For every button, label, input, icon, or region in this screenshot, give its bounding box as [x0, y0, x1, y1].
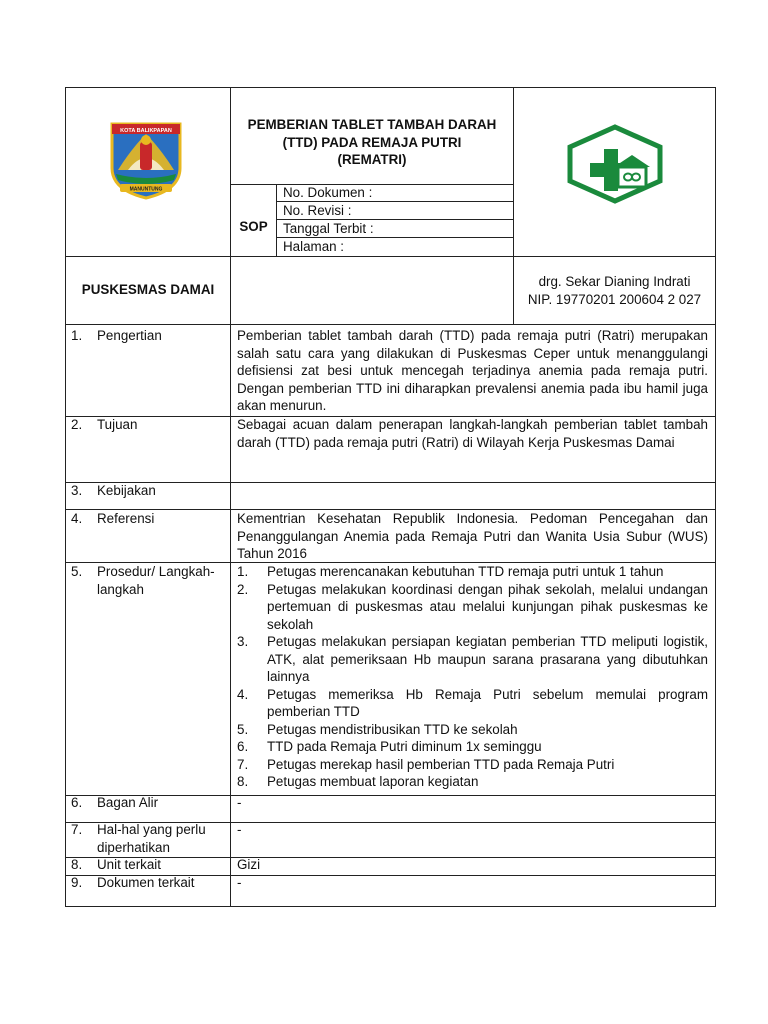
section-number: 3.	[71, 483, 83, 498]
section-content-bagan-alir: -	[237, 795, 242, 810]
section-number: 2.	[71, 417, 83, 432]
section-label: Unit terkait	[97, 857, 161, 872]
section-label: Dokumen terkait	[97, 875, 195, 890]
section-number: 7.	[71, 822, 83, 837]
step-number: 2.	[237, 581, 249, 597]
emblem-bottom-text: MANUNTUNG	[129, 186, 163, 193]
section-label: Pengertian	[97, 328, 162, 343]
section-number: 1.	[71, 328, 83, 343]
divider	[230, 87, 231, 907]
sop-label: SOP	[239, 219, 268, 234]
title-line: (TTD) PADA REMAJA PUTRI	[282, 134, 462, 150]
step-number: 3.	[237, 634, 249, 649]
section-label: Hal-hal yang perlu diperhatikan	[97, 822, 206, 855]
section-number: 4.	[71, 511, 83, 526]
kota-balikpapan-emblem-icon	[106, 118, 186, 200]
doc-field-text: Tanggal Terbit :	[283, 221, 374, 236]
signatory-name: drg. Sekar Dianing Indrati	[538, 274, 691, 289]
section-label: Prosedur/ Langkah-langkah	[97, 564, 215, 597]
section-content-tujuan: Sebagai acuan dalam penerapan langkah-langkah pemberian tablet tambah darah (TTD) pada remaja putri (Ratri) di Wilayah Kerja Puskesmas Damai	[237, 417, 708, 450]
list-item	[237, 633, 708, 686]
step-text: Petugas membuat laporan kegiatan	[267, 774, 479, 789]
step-number: 8.	[237, 774, 249, 789]
document-title	[231, 116, 513, 169]
section-label-bagan-alir	[71, 794, 227, 812]
section-content-referensi: Kementrian Kesehatan Republik Indonesia. Pedoman Pencegahan dan Penanggulangan Anemia pada Remaja Putri dan Wanita Usia Subur (WUS) Tahun 2016	[237, 511, 708, 561]
section-label: Referensi	[97, 511, 155, 526]
section-content-pengertian: Pemberian tablet tambah darah (TTD) pada remaja putri (Ratri) merupakan salah satu cara yang dilakukan di Puskesmas Ceper untuk menanggulangi defisiensi zat besi untuk mencegah terjadinya anemia pada remaja putri. Dengan pemberian TTD ini diharapkan prevalensi anemia pada ibu hamil juga akan menurun.	[237, 328, 708, 413]
list-item	[237, 563, 708, 581]
section-label-tujuan	[71, 416, 227, 434]
section-label: Bagan Alir	[97, 795, 159, 810]
list-item	[237, 756, 708, 774]
divider	[66, 324, 715, 325]
step-text: Petugas melakukan persiapan kegiatan pemberian TTD meliputi logistik, ATK, alat pemeriksaan Hb maupun sarana prasarana yang dibutuhkan lainnya	[267, 634, 708, 684]
section-number: 9.	[71, 875, 83, 890]
doc-field-no-dokumen	[277, 184, 513, 202]
step-number: 1.	[237, 564, 249, 579]
list-item	[237, 773, 708, 791]
doc-field-text: No. Dokumen :	[283, 185, 373, 200]
list-item	[237, 581, 708, 634]
section-content-dokumen-terkait: -	[237, 875, 242, 890]
section-label-unit-terkait	[71, 856, 227, 874]
doc-field-text: Halaman :	[283, 239, 345, 254]
logo-cell-left	[66, 88, 230, 256]
section-number: 6.	[71, 795, 83, 810]
section-label-pengertian	[71, 327, 227, 345]
emblem-top-text: KOTA BALIKPAPAN	[120, 128, 172, 134]
doc-field-no-revisi	[277, 202, 513, 220]
signatory	[514, 273, 715, 308]
section-label-hal-hal	[71, 821, 227, 856]
section-content-unit-terkait: Gizi	[237, 857, 261, 872]
section-label-prosedur	[71, 563, 227, 598]
section-content-hal-hal: -	[237, 822, 242, 837]
title-line: (REMATRI)	[337, 152, 407, 167]
step-text: Petugas melakukan koordinasi dengan pihak sekolah, melalui undangan pertemuan di puskesmas atau melalui kunjungan pihak puskesmas ke sekolah	[267, 581, 708, 632]
puskesmas-cross-logo-icon	[566, 123, 664, 205]
doc-field-tanggal-terbit	[277, 220, 513, 238]
step-number: 4.	[237, 686, 249, 702]
section-label-referensi	[71, 510, 227, 528]
signatory-nip: NIP. 19770201 200604 2 027	[527, 291, 702, 307]
logo-cell-right	[514, 88, 715, 256]
procedure-steps	[237, 563, 708, 791]
divider	[66, 256, 715, 257]
section-label-dokumen-terkait	[71, 874, 227, 892]
doc-field-text: No. Revisi :	[283, 203, 352, 218]
title-line: PEMBERIAN TABLET TAMBAH DARAH	[247, 117, 497, 132]
step-text: TTD pada Remaja Putri diminum 1x seminggu	[267, 739, 542, 754]
section-label-kebijakan	[71, 482, 227, 500]
step-text: Petugas memeriksa Hb Remaja Putri sebelum memulai program pemberian TTD	[267, 686, 708, 719]
step-text: Petugas mendistribusikan TTD ke sekolah	[267, 721, 518, 737]
section-label: Tujuan	[97, 417, 138, 432]
list-item	[237, 738, 708, 756]
step-text: Petugas merekap hasil pemberian TTD pada Remaja Putri	[267, 756, 615, 772]
doc-field-halaman	[277, 238, 513, 256]
org-name: PUSKESMAS DAMAI	[81, 282, 215, 297]
section-label: Kebijakan	[97, 483, 156, 498]
list-item	[237, 686, 708, 721]
step-number: 7.	[237, 756, 249, 772]
step-number: 6.	[237, 739, 249, 754]
step-text: Petugas merencanakan kebutuhan TTD remaja putri untuk 1 tahun	[267, 564, 664, 579]
section-number: 8.	[71, 857, 83, 872]
list-item	[237, 721, 708, 739]
step-number: 5.	[237, 721, 249, 737]
section-number: 5.	[71, 564, 83, 579]
